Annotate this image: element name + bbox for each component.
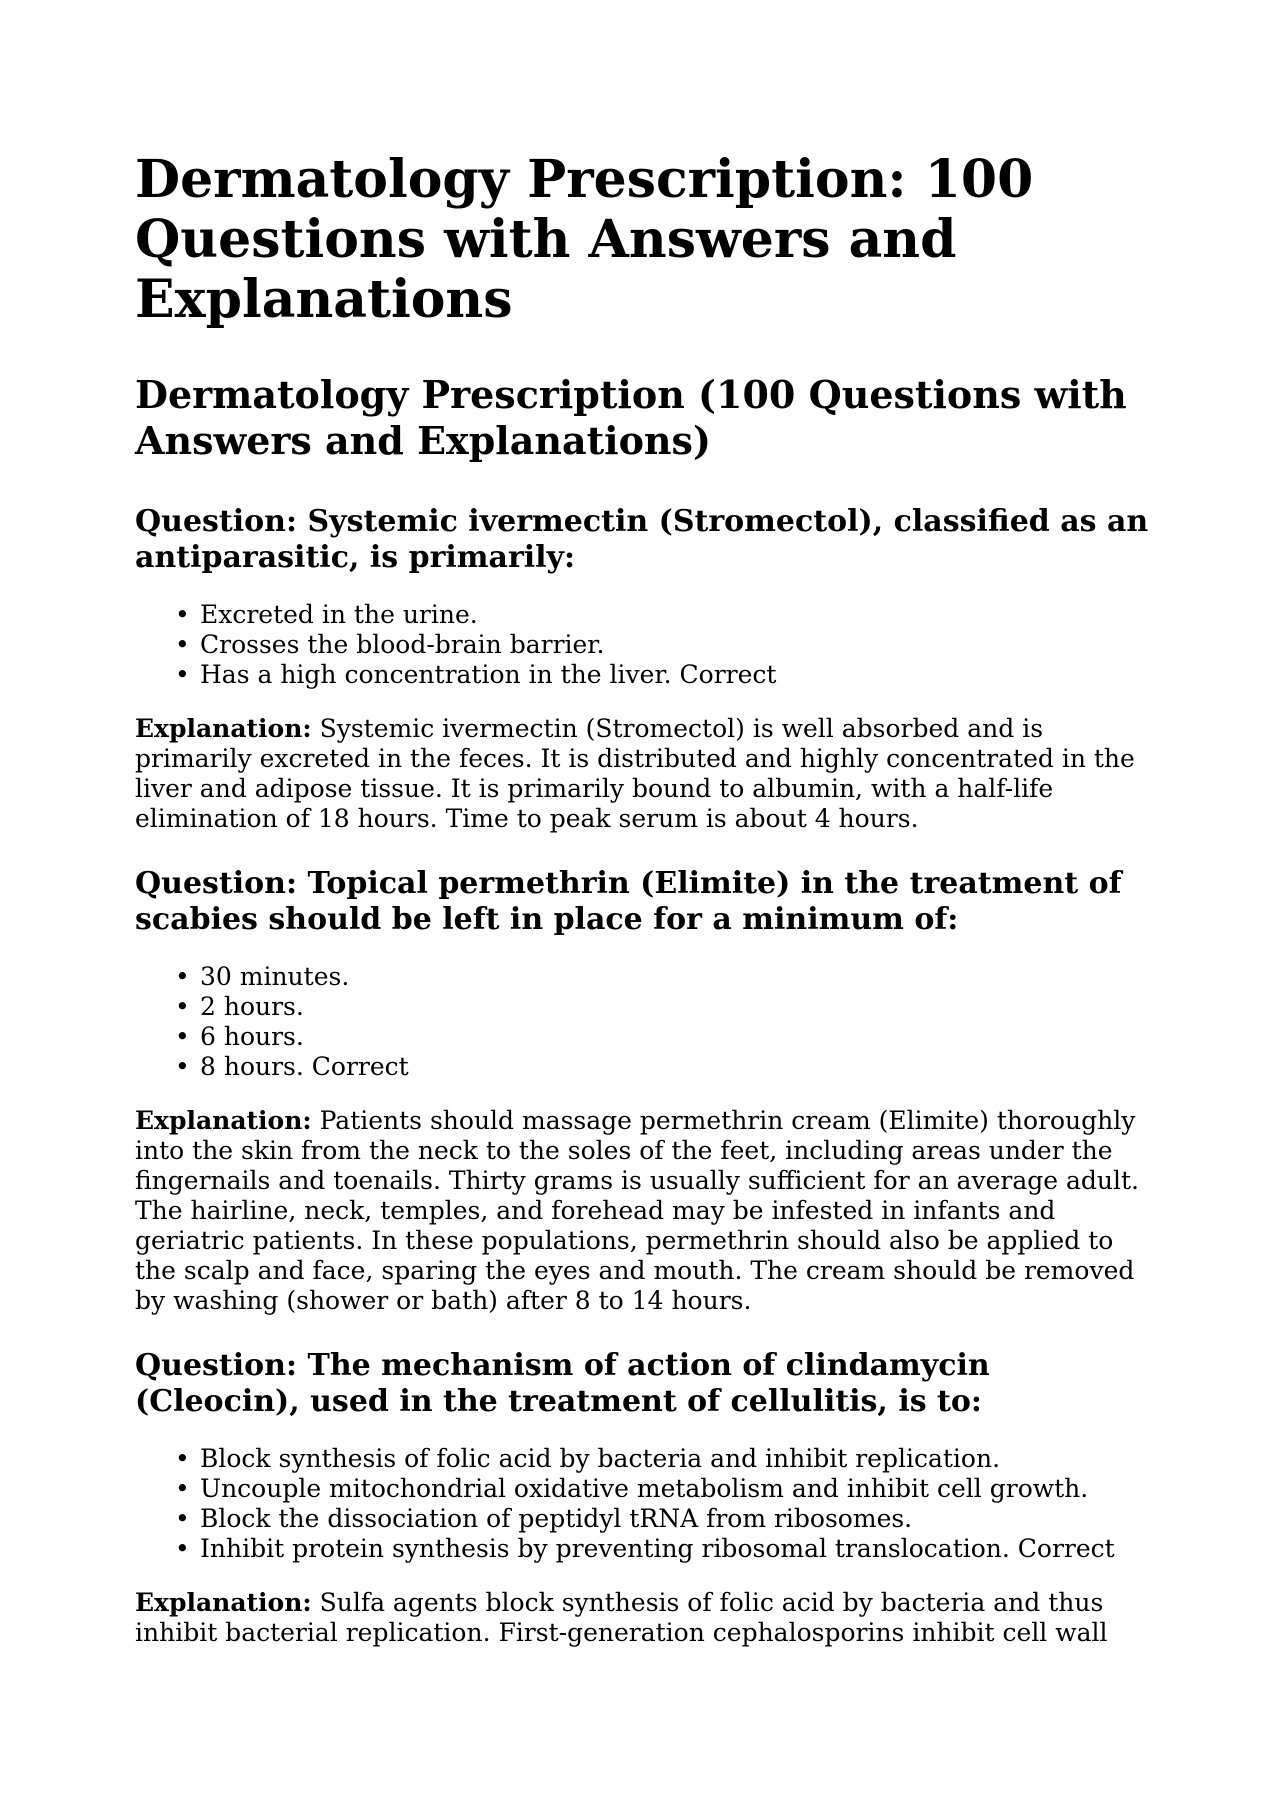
answer-option-text: 30 minutes. [200, 962, 350, 991]
question-heading: Question: Systemic ivermectin (Stromectol), classified as an antiparasitic, is primarily: [135, 504, 1149, 575]
explanation-paragraph [135, 714, 1155, 834]
bullet-icon: • [175, 660, 190, 689]
bullet-icon: • [175, 600, 190, 629]
answer-option-text: 6 hours. [200, 1022, 304, 1051]
explanation-text: Sulfa agents block synthesis of folic acid by bacteria and thus inhibit bacterial replication. First-generation cephalosporins inhibit cell wall [135, 1588, 1108, 1647]
answer-options-list [135, 1444, 1155, 1564]
answer-option [175, 962, 1155, 992]
answer-option-text: 8 hours. Correct [200, 1052, 409, 1081]
bullet-icon: • [175, 962, 190, 991]
document-subtitle: Dermatology Prescription (100 Questions with Answers and Explanations) [135, 372, 1127, 463]
answer-option-text: Has a high concentration in the liver. Correct [200, 660, 777, 689]
explanation-text: Systemic ivermectin (Stromectol) is well absorbed and is primarily excreted in the feces. It is distributed and highly concentrated in the liver and adipose tissue. It is primarily bound to albumin, with a half-life elimination of 18 hours. Time to peak serum is about 4 hours. [135, 714, 1135, 833]
bullet-icon: • [175, 1474, 190, 1503]
explanation-label: Explanation: [135, 714, 312, 743]
answer-option [175, 1534, 1155, 1564]
question-block [135, 504, 1155, 834]
question-heading: Question: The mechanism of action of clindamycin (Cleocin), used in the treatment of cellulitis, is to: [135, 1348, 990, 1419]
answer-option [175, 1474, 1155, 1504]
answer-option-text: Block the dissociation of peptidyl tRNA from ribosomes. [200, 1504, 913, 1533]
answer-options-list [135, 962, 1155, 1082]
answer-option [175, 992, 1155, 1022]
answer-option-text: Uncouple mitochondrial oxidative metabolism and inhibit cell growth. [200, 1474, 1089, 1503]
answer-option [175, 1444, 1155, 1474]
answer-option [175, 1022, 1155, 1052]
answer-option [175, 660, 1155, 690]
explanation-paragraph [135, 1106, 1155, 1316]
answer-option-text: Crosses the blood-brain barrier. [200, 630, 605, 659]
explanation-label: Explanation: [135, 1588, 312, 1617]
explanation-paragraph [135, 1588, 1155, 1648]
answer-option [175, 1504, 1155, 1534]
question-heading: Question: Topical permethrin (Elimite) in the treatment of scabies should be left in place for a minimum of: [135, 866, 1122, 937]
answer-options-list [135, 600, 1155, 690]
question-block [135, 1348, 1155, 1648]
bullet-icon: • [175, 1022, 190, 1051]
answer-option [175, 630, 1155, 660]
answer-option [175, 600, 1155, 630]
bullet-icon: • [175, 1052, 190, 1081]
explanation-label: Explanation: [135, 1106, 312, 1135]
answer-option-text: Block synthesis of folic acid by bacteria and inhibit replication. [200, 1444, 1001, 1473]
bullet-icon: • [175, 1504, 190, 1533]
answer-option-text: 2 hours. [200, 992, 304, 1021]
bullet-icon: • [175, 1534, 190, 1563]
question-block [135, 866, 1155, 1316]
document-page [135, 150, 1155, 1680]
answer-option-text: Excreted in the urine. [200, 600, 478, 629]
bullet-icon: • [175, 992, 190, 1021]
bullet-icon: • [175, 630, 190, 659]
answer-option-text: Inhibit protein synthesis by preventing ribosomal translocation. Correct [200, 1534, 1115, 1563]
document-title: Dermatology Prescription: 100 Questions with Answers and Explanations [135, 149, 1034, 330]
bullet-icon: • [175, 1444, 190, 1473]
explanation-text: Patients should massage permethrin cream (Elimite) thoroughly into the skin from the neck to the soles of the feet, including areas under the fingernails and toenails. Thirty grams is usually sufficient for an average adult. The hairline, neck, temples, and forehead may be infested in infants and geriatric patients. In these populations, permethrin should also be applied to the scalp and face, sparing the eyes and mouth. The cream should be removed by washing (shower or bath) after 8 to 14 hours. [135, 1106, 1139, 1315]
answer-option [175, 1052, 1155, 1082]
